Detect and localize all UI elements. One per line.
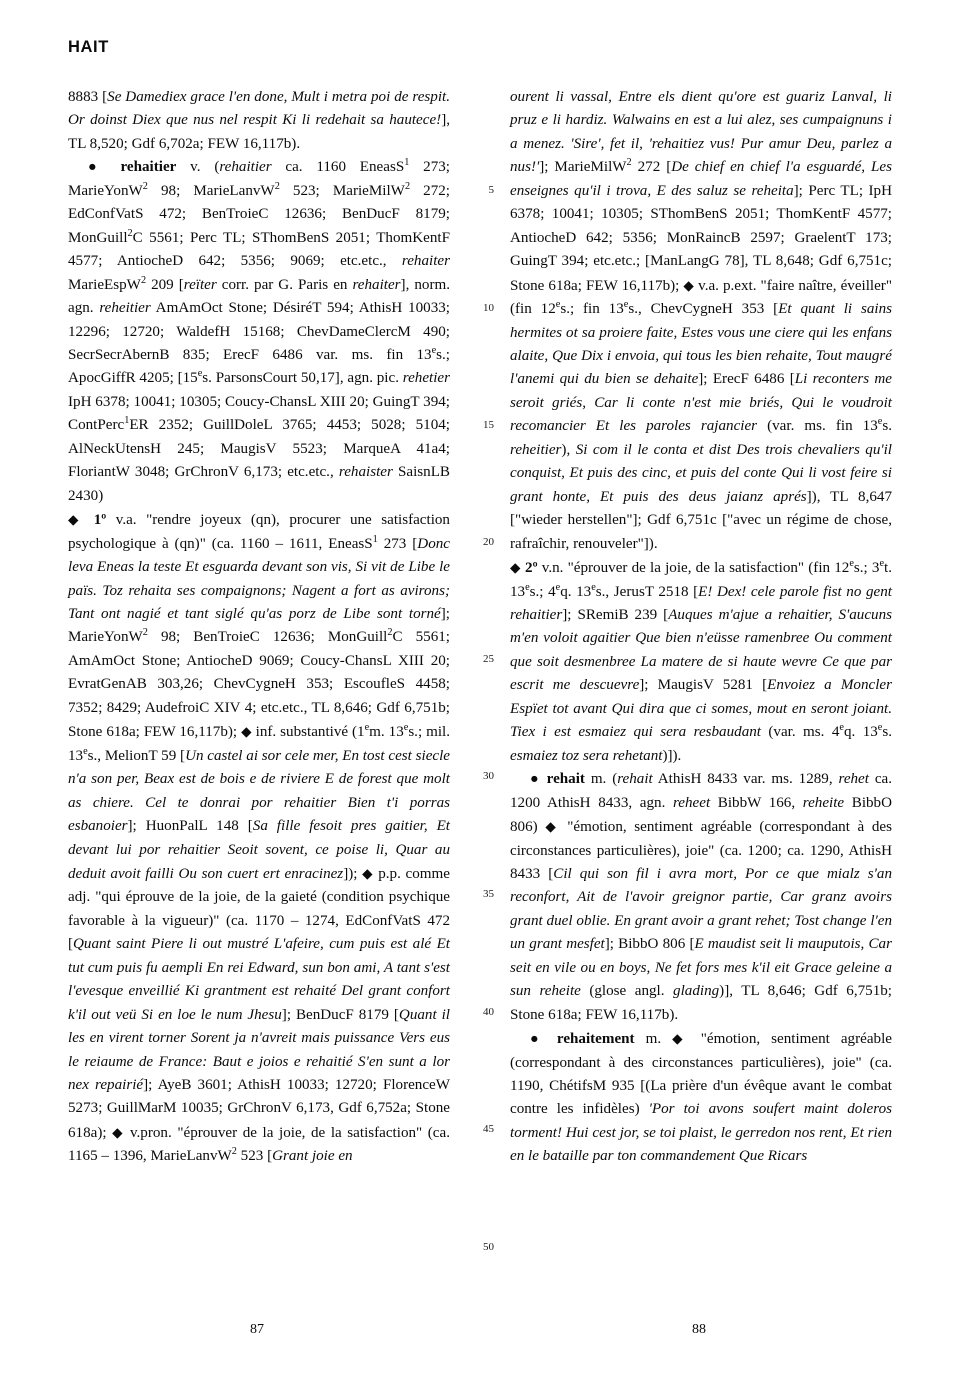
attestation: SaisnLB 2430)	[68, 464, 450, 504]
superscript: 2	[140, 274, 147, 286]
variant-note: s.	[882, 724, 893, 741]
variant-form: reheitier	[99, 300, 151, 317]
superscript: e	[197, 368, 203, 380]
verse-quote: 'Por toi avons soufert maint doleros torment! Hui cest jor, se toi plaist, le gerredon nos rent, Et rien en le bataille par ton commandement Que Ricars	[510, 1101, 892, 1165]
attestation: ]; AyeB 3601; AthisH 10033; 12720; FlorenceW 5273; GuillMarM 10035; GrChronV 6,173, Gdf 6,752a; Stone 618a);	[68, 1077, 450, 1141]
line-number: 15	[483, 419, 494, 431]
headword: rehait	[546, 771, 585, 788]
attestation: 273; MarieYonW	[68, 159, 450, 199]
subsense-label: s.; mil. 13	[68, 724, 451, 764]
variant-form: rehaister	[338, 464, 393, 481]
attestation: 273 [	[377, 535, 418, 552]
variant-note: (var. ms. 4	[761, 724, 840, 741]
gloss-note: (glose angl.	[580, 983, 674, 1000]
verse-quote: Si com il le conta et dist Des trois chevaliers qu'il conquist, Et puis des cinc, et puis del conte Qui li vost feire si grant honte, Et puis des deus jaianz aprés	[510, 441, 892, 505]
superscript: 1	[124, 415, 130, 427]
line-number: 35	[483, 888, 494, 900]
variant-form: rehait	[617, 771, 653, 788]
variant-form: rehaiter	[401, 253, 450, 270]
attestation: ]; BenDucF 8179 [	[281, 1006, 399, 1023]
paragraph-continuation: 8883 [Se Damediex grace l'en done, Mult i metra poi de respit. Or doinst Diex que nus nel respit Ki li redehait sa hautece!], TL 8,520; Gdf 6,702a; FEW 16,117b).	[68, 89, 450, 152]
attestation: AmAmOct Stone; DésiréT 594; AthisH 10033; 12296; 12720; WaldefH 15168; ChevDameClercM 490; SecrSecrAbernB 835; ErecF 6486 var. ms. fin 13	[68, 300, 450, 363]
attestation: C 5561; AmAmOct Stone; AntiocheD 9069; Coucy-ChansL XIII 20; EvratGenAB 303,26; ChevCygneH 353; EscoufleS 4458; 7352; 8429; AudefroiC XIV 4; etc.etc., TL 8,646; Gdf 6,751b; Stone 618a; FEW 16,117b);	[68, 629, 450, 741]
attestation: ]; SRemiB 239 [	[562, 606, 669, 623]
sense-block-1	[68, 508, 450, 1169]
line-number: 5	[488, 184, 494, 196]
date-range: s., JerusT 2518 [	[595, 583, 699, 600]
superscript: 2	[142, 180, 148, 192]
superscript: 2	[626, 157, 632, 169]
folio-row	[0, 1322, 960, 1346]
filled-circle-icon: ●	[530, 1031, 546, 1048]
variant-form: reheitier	[510, 441, 562, 458]
editorial-note: reïter	[183, 276, 217, 293]
attestation: 98; MarieLanvW	[147, 182, 275, 199]
superscript: 2	[142, 627, 148, 639]
superscript: e	[591, 581, 596, 593]
date-range: (fin 12	[808, 560, 850, 577]
superscript: e	[877, 416, 883, 428]
subsense-label: v.pron. "éprouver de la joie, de la satisfaction" (ca. 1165 – 1396, MarieLanvW	[68, 1124, 450, 1165]
verse-quote: ourent li vassal, Entre els dient qu'ore est guariz Lanval, li pruz e li hardiz. Walwains en est a lui alez, ses cumpaignuns i a menez. 'Sire', fet il, 'rehaitiez vus! Pur amur Deu, parlez a nus!'	[510, 89, 892, 176]
variant-form: rehaitier	[219, 159, 272, 176]
attestation: AthisH 8433 var. ms. 1289,	[652, 771, 839, 788]
verse-quote: Se Damediex grace l'en done, Mult i metra poi de respit. Or doinst Diex que nus nel respit Ki li redehait sa hautece!	[68, 89, 450, 129]
filled-diamond-icon: ◆	[241, 724, 252, 740]
superscript: 2	[404, 180, 411, 192]
two-column-body	[0, 86, 960, 1301]
filled-diamond-icon: ◆	[112, 1124, 125, 1140]
folio-number-right: 88	[692, 1322, 706, 1337]
attestation: ]; BibbO 806 [	[604, 936, 695, 953]
attestation: BibbW 166,	[710, 794, 803, 811]
headword: rehaitier	[120, 159, 177, 176]
superscript: e	[839, 722, 844, 734]
part-of-speech: v.a.	[115, 512, 137, 529]
variant-form: reheite	[802, 794, 845, 811]
line-number: 20	[483, 536, 494, 548]
attestation: ca. 1200 AthisH 8433, agn.	[510, 771, 892, 811]
sense-number: 1º	[93, 512, 107, 529]
superscript: 2	[231, 1146, 237, 1158]
superscript: e	[403, 722, 409, 734]
filled-circle-icon: ●	[88, 159, 107, 176]
variant-form: rehetier	[402, 370, 450, 387]
line-number: 40	[483, 1006, 494, 1018]
variant-form: esmaiez toz sera rehetant	[510, 747, 663, 764]
date-range: t. 13	[510, 560, 893, 600]
filled-diamond-icon: ◆	[362, 865, 374, 881]
superscript: e	[555, 299, 561, 311]
verse-quote: Et quant li sains hermites ot sa proiere faite, Estes vous une ciere qui les enfans alaite, Que Dix i envoia, qui tous les bien rehaite, Tout maugré l'anemi qui du bien se dehaite	[510, 301, 893, 388]
verse-quote: Li reconters me seroit griés, Car li conte n'est mie briés, Qui le voudroit recomancier Et les paroles rajancier	[510, 371, 892, 435]
variant-note: q. 13	[843, 724, 878, 741]
line-number: 45	[483, 1123, 494, 1135]
variant-form: rehet	[838, 771, 869, 788]
verse-quote: Cil qui son fil i avra mort, Por ce que mialz s'an reconfort, Ait de l'avoir greignor partie, Car granz avoirs grant duel oblie. En grant avoir a grant rehet; Tost change l'en un grant mesfet	[510, 865, 892, 953]
right-column	[510, 86, 892, 1169]
subsense-label: 523 [	[236, 1148, 273, 1165]
attestation: ]), TL 8,647 ["wieder herstellen"]; Gdf 6,751c ["avec un régime de chose, rafraîchir, renouveler"]).	[510, 488, 892, 552]
attestation: ]; ErecF 6486 [	[698, 371, 795, 388]
attestation: IpH 6378; 10041; 10305; Coucy-ChansL XIII 20; GuingT 394; ContPerc	[68, 393, 450, 434]
attestation: s. ParsonsCourt 50,17], agn. pic.	[202, 370, 403, 387]
attestation: 98; BenTroieC 12636; MonGuill	[147, 629, 388, 646]
attestation: )]).	[662, 747, 682, 764]
verse-quote: E! Dex! cele parole fist no gent rehaitier	[510, 583, 892, 623]
verse-quote: Sa fille fesoit pres gaitier, Et devant lui por rehaitier Seoit sovent, ce poise li, Quar au deduit avoit failli Ou son cuert ert enracinez	[68, 818, 450, 882]
attestation: 209 [	[146, 276, 184, 293]
attestation: C 5561; Perc TL; SThomBenS 2051; ThomKentF 4577; AntiocheD 642; 5356; 9069; etc.etc.,	[68, 229, 450, 270]
verse-quote: De chief en chief l'a esguardé, Les enseignes qu'il i trova, E des saluz se reheita	[510, 159, 892, 199]
sense-number: 2º	[525, 560, 538, 577]
attestation: 272; EdConfVatS 472; BenTroieC 12636; BenDucF 8179; MonGuill	[68, 182, 450, 246]
subsense-label: inf. substantivé (1	[251, 724, 365, 741]
filled-diamond-icon: ◆	[545, 819, 560, 835]
left-column	[68, 86, 450, 1169]
variant-note: s.	[882, 418, 892, 435]
filled-diamond-icon: ◆	[68, 512, 85, 528]
date-range: s.; 3	[853, 560, 880, 577]
verse-quote: Envoiez a Moncler Espïet tot avant Qui dira que ci somes, mout en seront joiant. Tiex i est esmaiez qui sera resbaudant	[510, 677, 892, 741]
verse-quote: Grant joie en	[272, 1148, 353, 1165]
part-of-speech: m.	[645, 1031, 662, 1048]
date-range: s.; 4	[529, 583, 556, 600]
subsense-label: s., ChevCygneH 353 [	[628, 301, 779, 318]
part-of-speech: m.	[590, 771, 607, 788]
attestation: ]);	[343, 865, 363, 882]
editorial-note: ], norm. agn.	[68, 276, 450, 317]
entry-rehaitier	[68, 156, 450, 508]
editorial-note: corr. par G. Paris en	[216, 276, 353, 293]
part-of-speech: v.n.	[541, 560, 564, 577]
superscript: e	[879, 558, 885, 570]
attestation: ca. 1160 EneasS	[285, 159, 405, 176]
attestation: ]; HuonPalL 148 [	[127, 818, 253, 835]
subsense-label: m. 13	[369, 724, 404, 741]
sense-block-2	[510, 556, 892, 768]
superscript: e	[83, 745, 88, 757]
attestation: MarieEspW	[68, 276, 141, 293]
gloss: "rendre joyeux (qn), procurer une satisfaction psychologique à (qn)"	[68, 512, 450, 552]
variant-note: (var. ms. fin 13	[757, 418, 878, 435]
superscript: 2	[274, 180, 280, 192]
verse-quote: Quant il les en virent torner Sorent ja n'avreit mais puissance Vers eus le reiaume de France: Baut e joios e rehaitié S'en sunt a lor nex repairié	[68, 1006, 450, 1094]
editorial-note: rehaiter	[352, 276, 401, 293]
citation-ref: 8883	[68, 89, 99, 105]
date-range: (ca. 1160 – 1611, EneasS	[211, 535, 373, 552]
gloss-note: glading	[673, 983, 720, 1000]
attestation: )], TL 8,646; Gdf 6,751b; Stone 618a; FEW 16,117b).	[510, 983, 893, 1023]
attestation: ]; Perc TL; IpH 6378; 10041; 10305; SThomBenS 2051; ThomKentF 4577; AntiocheD 642; 5356; MonRaincB 2597; GraelentT 173; GuingT 394; etc.etc.; [ManLangG 78], TL 8,648; Gdf 6,751c; Stone 618a; FEW 16,117b);	[510, 182, 892, 294]
attestation: 272 [	[631, 159, 672, 176]
filled-diamond-icon: ◆	[683, 277, 695, 293]
subsense-label: s., MelionT 59 [	[87, 747, 186, 764]
attestation: ]; MarieYonW	[68, 605, 450, 646]
part-of-speech: v.	[190, 159, 201, 176]
superscript: e	[525, 581, 530, 593]
verse-quote: Un castel ai sor cele mer, En tost cest siecle n'a son per, Beax est de bois e de riviere E de forest que molt as chiere. Cel te donrai por rehaitier Bien t'i porras esbanoier	[68, 747, 450, 835]
filled-circle-icon: ●	[530, 771, 541, 788]
superscript: e	[877, 722, 883, 734]
superscript: e	[849, 558, 854, 570]
line-number: 25	[483, 653, 494, 665]
entry-rehait	[510, 768, 892, 1027]
variant-note: ),	[561, 441, 576, 458]
subsense-label: p.p. comme adj. "qui éprouve de la joie, de la gaieté (condition psychique favorable à la vigueur)" (ca. 1170 – 1274, EdConfVatS 472 [	[68, 865, 450, 953]
attestation: s.; ApocGiffR 4205; [15	[68, 346, 450, 387]
folio-number-left: 87	[250, 1322, 264, 1337]
paren-open: (	[214, 159, 220, 176]
subsense-label: v.a. p.ext. "faire naître, éveiller" (fin 12	[510, 277, 892, 318]
attestation: BibbO 806)	[510, 794, 893, 836]
superscript: 2	[127, 227, 133, 239]
running-head: HAIT	[68, 38, 109, 56]
superscript: e	[431, 344, 437, 356]
gloss: "émotion, sentiment agréable (correspondant à des circonstances particulières), joie" (ca. 1190, ChétifsM 935 [(La prière d'un évêque avant le combat contre les infidèles)	[510, 1031, 892, 1118]
verse-quote: Donc leva Eneas la teste Et esguarda devant son vis, Si vit de Libe le païs. Toz rehaita ses compaignons; Nagent a fort as avirons; Tant ont nagié et tant siglé qu'as porz de Libe sont torné	[68, 535, 450, 622]
paren-open: (	[612, 771, 618, 788]
attestation: ]; MaugisV 5281 [	[639, 677, 768, 694]
line-number: 10	[483, 302, 494, 314]
paragraph-continuation-right	[510, 86, 892, 556]
attestation: ER 2352; GuillDoleL 3765; 4453; 5028; 5104; AlNeckUtensH 245; MaugisV 5523; MarqueA 41a4; FloriantW 3048; GrChronV 6,173; etc.etc.,	[68, 417, 450, 481]
filled-diamond-icon: ◆	[510, 560, 521, 576]
verse-quote: E maudist seit li mauputois, Car seit en vile ou en boys, Ne fet fors mes k'il eit Grace geleine a sun reheite	[510, 936, 892, 1000]
attestation: 523; MarieMilW	[279, 182, 405, 199]
gloss: "éprouver de la joie, de la satisfaction"	[567, 560, 805, 577]
verse-quote: Auques m'ajue a rehaitier, S'aucuns m'en voloit agaitier Que bien n'eüsse ramenbree Ou comment que soit desmenbree La matere de si haute wevre Ce que par escrit me descuevre	[510, 606, 892, 694]
subsense-label: s.; fin 13	[560, 301, 624, 318]
superscript: e	[364, 722, 370, 734]
citation-tail: ], TL 8,520; Gdf 6,702a; FEW 16,117b).	[68, 112, 450, 152]
superscript: e	[555, 581, 561, 593]
entry-rehaitement	[510, 1027, 892, 1169]
variant-form: reheet	[672, 794, 711, 811]
superscript: 2	[387, 627, 393, 639]
line-number: 50	[483, 1241, 494, 1253]
superscript: e	[623, 299, 629, 311]
headword: rehaitement	[556, 1031, 635, 1048]
verse-quote: Quant saint Piere li out mustré L'afeire, cum puis est alé Et tut cum puis fu aempli En rei Edward, sun bon ami, A tant s'est l'evesque enveillié Ki grantment est rehaité Del grant confort k'il out veü Si en loe le num Jhesu	[68, 936, 450, 1023]
attestation: ]; MarieMilW	[539, 159, 627, 176]
superscript: 1	[404, 157, 410, 169]
gloss: "émotion, sentiment agréable (correspondant à des circonstances particulières), joie" (ca. 1200; ca. 1290, AthisH 8433 [	[510, 819, 892, 882]
filled-diamond-icon: ◆	[672, 1031, 690, 1047]
superscript: 1	[372, 533, 378, 545]
date-range: q. 13	[560, 583, 592, 600]
line-number: 30	[483, 770, 494, 782]
